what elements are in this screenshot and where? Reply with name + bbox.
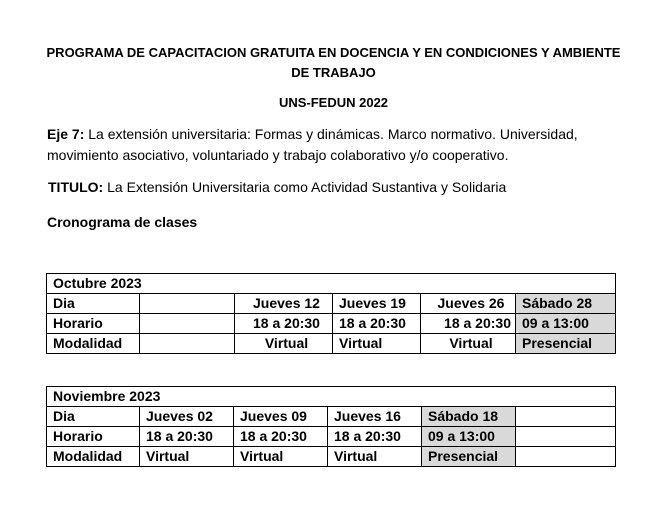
titulo-text: La Extensión Universitaria como Actividad Sustantiva y Solidaria <box>103 179 507 195</box>
document-title: PROGRAMA DE CAPACITACION GRATUITA EN DOCENCIA Y EN CONDICIONES Y AMBIENTE DE TRABAJO <box>46 45 621 80</box>
november-schedule-table <box>46 386 616 467</box>
table-row <box>47 334 616 354</box>
table-cell: Jueves 12 <box>235 294 333 314</box>
row-label-dia: Dia <box>47 407 140 427</box>
table-cell: Virtual <box>333 334 421 354</box>
table-cell: 18 a 20:30 <box>235 314 333 334</box>
titulo-label: TITULO: <box>48 179 104 195</box>
table-cell: 18 a 20:30 <box>421 314 516 334</box>
table-cell <box>140 294 235 314</box>
table-cell: Jueves 16 <box>328 407 422 427</box>
table-cell <box>140 334 235 354</box>
table-cell: 18 a 20:30 <box>328 427 422 447</box>
month-header: Noviembre 2023 <box>47 387 616 407</box>
eje-label: Eje 7: <box>47 126 85 142</box>
row-label-horario: Horario <box>47 314 140 334</box>
table-cell: Jueves 02 <box>140 407 234 427</box>
october-schedule-table <box>46 273 616 354</box>
row-label-dia: Dia <box>47 294 140 314</box>
table-cell: Sábado 28 <box>516 294 616 314</box>
table-row <box>47 314 616 334</box>
table-cell: Virtual <box>235 334 333 354</box>
table-cell: Virtual <box>328 447 422 467</box>
table-cell <box>516 447 616 467</box>
table-row <box>47 447 616 467</box>
table-cell: Sábado 18 <box>422 407 516 427</box>
table-row <box>47 407 616 427</box>
table-cell: 18 a 20:30 <box>234 427 328 447</box>
table-cell <box>516 427 616 447</box>
eje-text: La extensión universitaria: Formas y dinámicas. Marco normativo. Universidad, movimiento asociativo, voluntariado y trabajo colaborativo y/o cooperativo. <box>47 126 578 163</box>
table-cell: 09 a 13:00 <box>422 427 516 447</box>
table-cell: Jueves 19 <box>333 294 421 314</box>
table-cell: 09 a 13:00 <box>516 314 616 334</box>
cronograma-heading: Cronograma de clases <box>47 214 198 230</box>
table-cell: Virtual <box>234 447 328 467</box>
table-row <box>47 294 616 314</box>
table-cell: 18 a 20:30 <box>140 427 234 447</box>
table-row <box>47 427 616 447</box>
table-cell: Jueves 26 <box>421 294 516 314</box>
table-cell: Virtual <box>421 334 516 354</box>
table-cell <box>140 314 235 334</box>
row-label-horario: Horario <box>47 427 140 447</box>
table-cell: 18 a 20:30 <box>333 314 421 334</box>
eje-paragraph <box>47 124 637 166</box>
document-subtitle: UNS-FEDUN 2022 <box>278 95 389 110</box>
month-header: Octubre 2023 <box>47 274 616 294</box>
table-cell: Presencial <box>516 334 616 354</box>
table-cell: Presencial <box>422 447 516 467</box>
table-cell: Jueves 09 <box>234 407 328 427</box>
table-cell: Virtual <box>140 447 234 467</box>
row-label-modalidad: Modalidad <box>47 447 140 467</box>
table-row <box>47 387 616 407</box>
row-label-modalidad: Modalidad <box>47 334 140 354</box>
table-cell <box>516 407 616 427</box>
titulo-paragraph <box>48 177 638 198</box>
table-row <box>47 274 616 294</box>
